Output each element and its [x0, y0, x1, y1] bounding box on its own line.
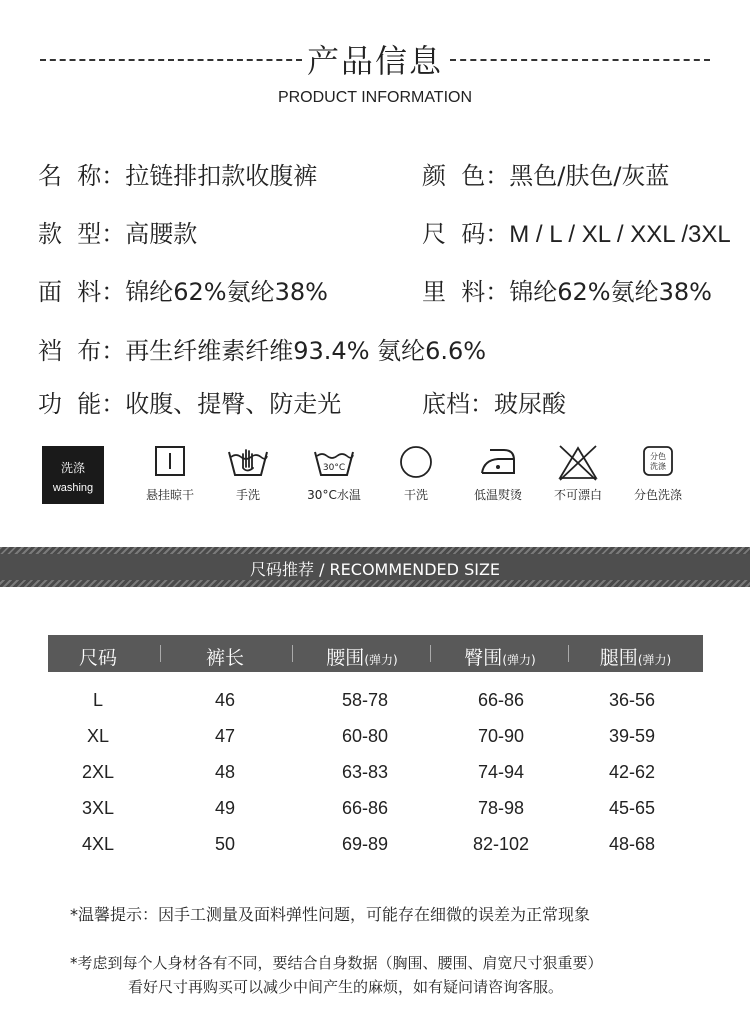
- care-label: 悬挂晾干: [145, 488, 194, 502]
- info-label: 尺 码：: [422, 220, 510, 248]
- care-label: 低温熨烫: [473, 488, 522, 502]
- header-main: 尺码: [78, 647, 117, 669]
- page-subtitle: PRODUCT INFORMATION: [277, 89, 473, 106]
- hang-dry-icon: [153, 444, 187, 478]
- info-value: 锦纶62%氨纶38%: [509, 278, 712, 306]
- info-label: 里 料：: [422, 278, 510, 306]
- info-label: 面 料：: [38, 278, 126, 306]
- dry-clean-icon: [398, 444, 434, 478]
- separate-wash-icon-text-2: 洗涤: [650, 462, 666, 471]
- header-separator: [292, 645, 293, 662]
- table-cell: 47: [214, 726, 236, 746]
- care-label: 不可漂白: [553, 488, 602, 502]
- table-cell: 50: [214, 834, 236, 854]
- info-fabric: [38, 272, 328, 307]
- table-cell: 78-98: [477, 798, 525, 818]
- header-main: 臀围: [464, 647, 503, 669]
- table-cell: 66-86: [341, 798, 389, 818]
- table-cell: 69-89: [341, 834, 389, 854]
- info-value: M / L / XL / XXL /3XL: [509, 221, 731, 248]
- info-crotch: [38, 331, 486, 366]
- header-main: 腿围: [599, 647, 638, 669]
- info-label: 名 称：: [38, 162, 126, 190]
- table-cell: 49: [214, 798, 236, 818]
- low-iron-icon: [476, 444, 520, 478]
- info-label: 颜 色：: [422, 162, 510, 190]
- wash-30-icon: [312, 444, 356, 478]
- advice-note-line-2: 看好尺寸再购买可以减少中间产生的麻烦，如有疑问请咨询客服。: [128, 978, 564, 996]
- info-label: 功 能：: [38, 390, 126, 418]
- separate-wash-icon-text-1: 分色: [650, 452, 666, 461]
- info-lining: [422, 272, 712, 307]
- care-label: 手洗: [235, 488, 260, 502]
- info-value: 高腰款: [125, 220, 198, 248]
- table-cell: 36-56: [608, 690, 656, 710]
- table-cell: 39-59: [608, 726, 656, 746]
- table-header-hip: [435, 643, 565, 670]
- table-cell: XL: [86, 726, 110, 746]
- care-item-dry-clean: [374, 444, 458, 503]
- table-cell: 63-83: [341, 762, 389, 782]
- table-header-size: [58, 643, 138, 670]
- care-label: 干洗: [403, 488, 428, 502]
- info-value: 收腹、提臀、防走光: [125, 390, 342, 418]
- header-main: 裤长: [205, 647, 244, 669]
- info-value: 黑色/肤色/灰蓝: [509, 162, 670, 190]
- header-sub: (弹力): [637, 653, 672, 667]
- care-item-no-bleach: [536, 444, 620, 503]
- table-header-thigh: [573, 643, 698, 670]
- table-cell: 42-62: [608, 762, 656, 782]
- table-cell: 58-78: [341, 690, 389, 710]
- info-size: [422, 214, 731, 249]
- table-cell: 66-86: [477, 690, 525, 710]
- header-sub: (弹力): [364, 653, 398, 667]
- care-item-low-iron: [456, 444, 540, 503]
- table-header-waist: [297, 643, 427, 670]
- header-sub: (弹力): [502, 653, 536, 667]
- care-label: 30°C水温: [307, 488, 361, 502]
- table-cell: 60-80: [341, 726, 389, 746]
- info-function: [38, 384, 341, 419]
- table-cell: 48-68: [608, 834, 656, 854]
- info-color: [422, 156, 669, 191]
- info-label: 款 型：: [38, 220, 126, 248]
- table-cell: L: [92, 690, 103, 710]
- hand-wash-icon: [226, 444, 270, 478]
- care-item-hang-dry: [128, 444, 212, 503]
- header-separator: [568, 645, 569, 662]
- table-cell: 82-102: [472, 834, 530, 854]
- table-cell: 46: [214, 690, 236, 710]
- table-cell: 48: [214, 762, 236, 782]
- care-item-separate-wash: [616, 444, 700, 503]
- table-cell: 70-90: [477, 726, 525, 746]
- info-value: 拉链排扣款收腹裤: [125, 162, 318, 190]
- advice-note-line-1: *考虑到每个人身材各有不同，要结合自身数据（胸围、腰围、肩宽尺寸狠重要）: [70, 954, 603, 972]
- info-label: 底档：: [422, 390, 494, 418]
- header-separator: [160, 645, 161, 662]
- care-item-wash-30: [292, 444, 376, 503]
- header-separator: [430, 645, 431, 662]
- care-item-hand-wash: [206, 444, 290, 503]
- info-bottom: [422, 384, 566, 419]
- info-value: 玻尿酸: [494, 390, 566, 418]
- info-name: [38, 156, 317, 191]
- table-cell: 74-94: [477, 762, 525, 782]
- header-main: 腰围: [326, 647, 365, 669]
- table-cell: 45-65: [608, 798, 656, 818]
- info-value: 锦纶62%氨纶38%: [125, 278, 328, 306]
- info-style: [38, 214, 197, 249]
- page-title: 产品信息: [0, 36, 750, 82]
- no-bleach-icon: [556, 444, 600, 482]
- table-cell: 4XL: [81, 834, 115, 854]
- size-banner-title: 尺码推荐 / RECOMMENDED SIZE: [249, 560, 501, 579]
- tip-note: *温馨提示：因手工测量及面料弹性问题，可能存在细微的误差为正常现象: [70, 905, 591, 924]
- table-cell: 2XL: [81, 762, 115, 782]
- table-cell: 3XL: [81, 798, 115, 818]
- table-header-length: [165, 643, 285, 670]
- info-label: 裆 布：: [38, 337, 126, 365]
- washing-badge-zh: 洗涤: [60, 461, 85, 475]
- washing-badge-en: washing: [52, 482, 94, 494]
- care-label: 分色洗涤: [633, 488, 682, 502]
- wash-30-icon-text: 30°C: [322, 463, 346, 473]
- info-value: 再生纤维素纤维93.4% 氨纶6.6%: [125, 337, 487, 365]
- separate-wash-icon: [641, 444, 675, 478]
- washing-badge: [42, 446, 104, 504]
